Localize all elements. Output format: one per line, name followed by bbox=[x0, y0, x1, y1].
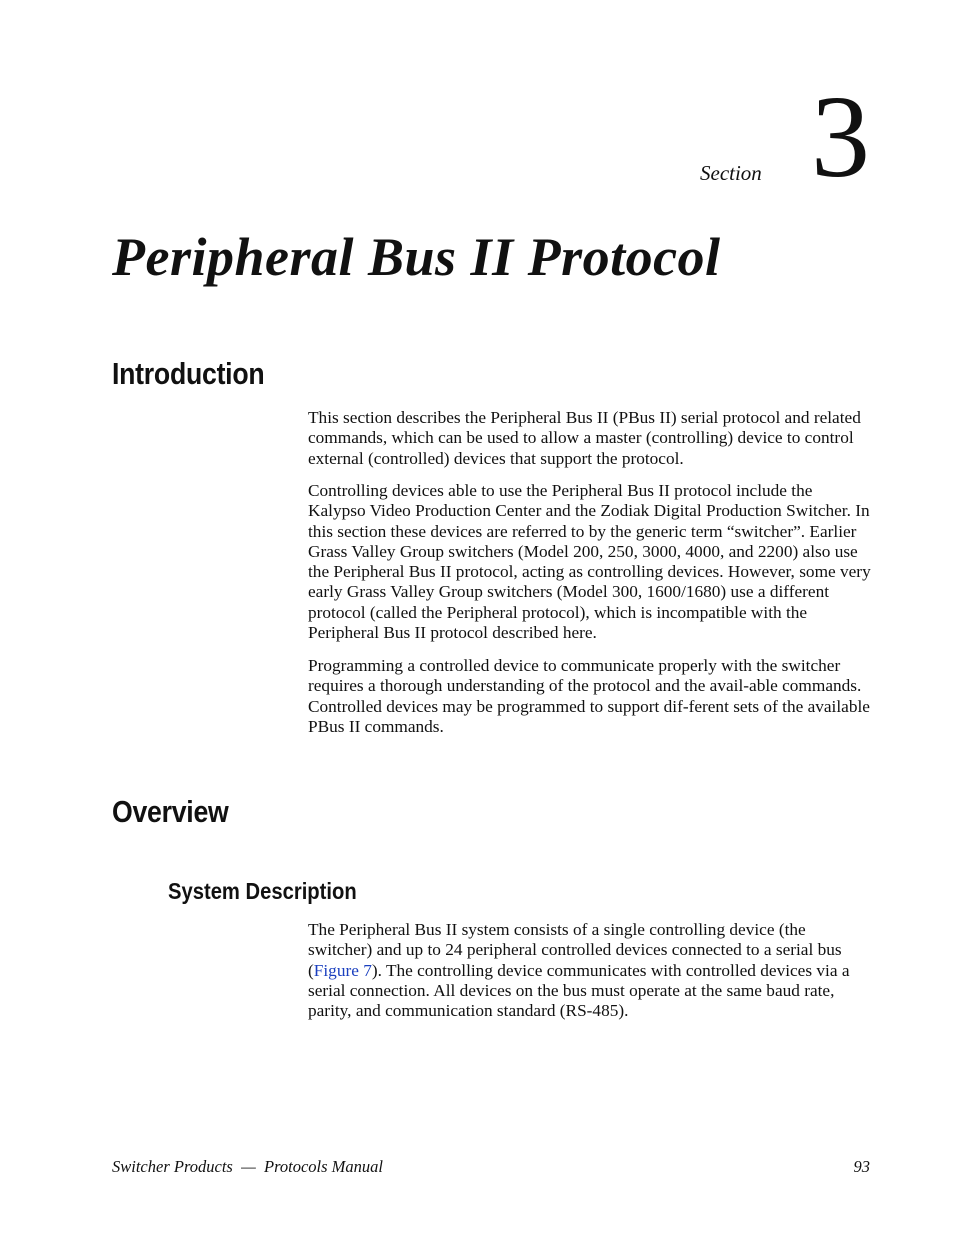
footer-manual-title: Switcher Products — Protocols Manual bbox=[112, 1157, 384, 1176]
overview-heading: Overview bbox=[112, 794, 229, 829]
intro-paragraph-1: This section describes the Peripheral Bus II (PBus II) serial protocol and related commands, which can be used to allow a master (controlling) device to control external (controlled) devices that support the protocol. bbox=[308, 408, 861, 468]
section-label: Section bbox=[700, 161, 762, 185]
system-description-heading: System Description bbox=[168, 878, 357, 904]
system-description-text-start: The Peripheral Bus II system consists of a single controlling device (the switcher) and up to 24 peripheral controlled devices connected to a serial bus ( bbox=[308, 920, 842, 980]
intro-paragraph-3: Programming a controlled device to communicate properly with the switcher requires a thorough understanding of the protocol and the avail-able commands. Controlled devices may be programmed to support dif-ferent sets of the available PBus II commands. bbox=[308, 656, 870, 736]
system-description-paragraph bbox=[308, 920, 874, 1021]
chapter-title: Peripheral Bus II Protocol bbox=[112, 227, 721, 287]
introduction-heading: Introduction bbox=[112, 356, 265, 391]
section-number: 3 bbox=[811, 71, 870, 202]
system-description-text-end: ). The controlling device communicates with controlled devices via a serial connection. All devices on the bus must operate at the same baud rate, parity, and communication standard (RS-485). bbox=[308, 960, 850, 1021]
figure-7-link[interactable]: Figure 7 bbox=[313, 960, 372, 980]
intro-paragraph-2: Controlling devices able to use the Peripheral Bus II protocol include the Kalypso Video Production Center and the Zodiak Digital Production Switcher. In this section these devices are referred to by the generic term “switcher”. Earlier Grass Valley Group switchers (Model 200, 250, 3000, 4000, and 2200) also use the Peripheral Bus II protocol, acting as controlling devices. However, some very early Grass Valley Group switchers (Model 300, 1600/1680) use a different protocol (called the Peripheral protocol), which is incompatible with the Peripheral Bus II protocol described here. bbox=[308, 481, 871, 643]
footer-page-number: 93 bbox=[853, 1157, 870, 1176]
